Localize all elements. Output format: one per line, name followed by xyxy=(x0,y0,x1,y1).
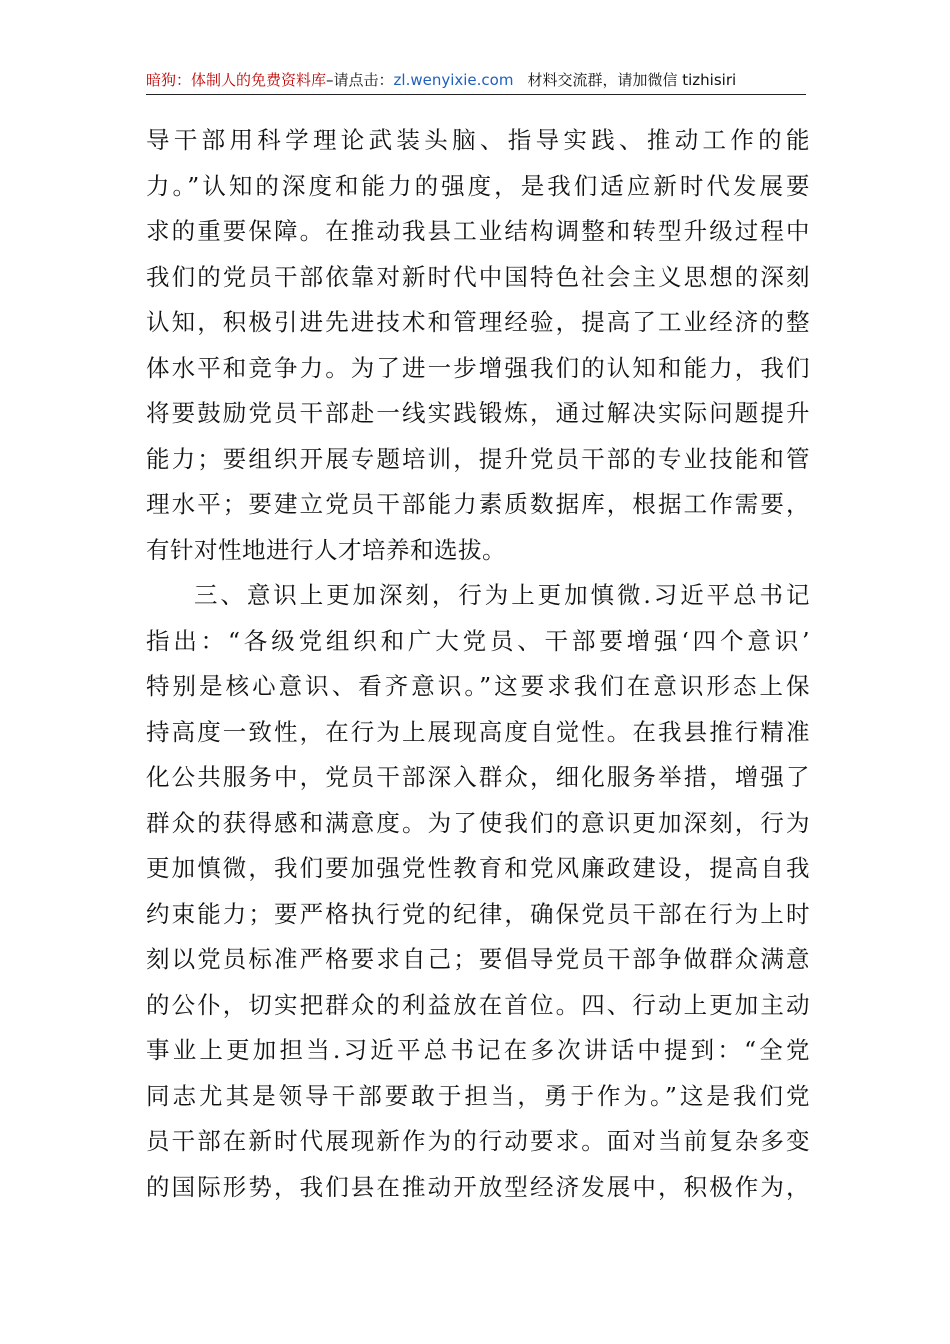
body-line: 事业上更加担当.习近平总书记在多次讲话中提到：“全党 xyxy=(146,1036,810,1064)
body-line: 能力；要组织开展专题培训，提升党员干部的专业技能和管 xyxy=(146,444,810,473)
header-brand: 暗狗：体制人的免费资料库 xyxy=(146,71,327,89)
body-line: 导干部用科学理论武装头脑、指导实践、推动工作的能 xyxy=(146,126,810,154)
body-line: 持高度一致性，在行为上展现高度自觉性。在我县推行精准 xyxy=(146,717,810,746)
header-url-link[interactable]: zl.wenyixie.com xyxy=(393,71,514,89)
document-body xyxy=(146,118,810,1210)
body-line: 求的重要保障。在推动我县工业结构调整和转型升级过程中 xyxy=(146,217,810,245)
body-line: 理水平；要建立党员干部能力素质数据库，根据工作需要， xyxy=(146,490,810,518)
body-line: 将要鼓励党员干部赴一线实践锻炼，通过解决实际问题提升 xyxy=(146,399,810,427)
body-line: 特别是核心意识、看齐意识。”这要求我们在意识形态上保 xyxy=(146,672,810,700)
body-line: 我们的党员干部依靠对新时代中国特色社会主义思想的深刻 xyxy=(146,262,810,291)
body-line: 员干部在新时代展现新作为的行动要求。面对当前复杂多变 xyxy=(146,1127,810,1155)
body-line: 群众的获得感和满意度。为了使我们的意识更加深刻，行为 xyxy=(146,808,810,837)
body-line: 的公仆，切实把群众的利益放在首位。四、行动上更加主动 xyxy=(146,990,810,1019)
body-line: 化公共服务中，党员干部深入群众，细化服务举措，增强了 xyxy=(146,763,810,791)
body-line: 指出：“各级党组织和广大党员、干部要增强‘四个意识’ xyxy=(146,626,810,655)
body-line: 力。”认知的深度和能力的强度，是我们适应新时代发展要 xyxy=(146,171,810,200)
body-line: 约束能力；要严格执行党的纪律，确保党员干部在行为上时 xyxy=(146,899,810,928)
page-header xyxy=(146,66,806,95)
body-line: 同志尤其是领导干部要敢于担当，勇于作为。”这是我们党 xyxy=(146,1081,810,1110)
body-line: 更加慎微，我们要加强党性教育和党风廉政建设，提高自我 xyxy=(146,854,810,882)
body-line: 刻以党员标准严格要求自己；要倡导党员干部争做群众满意 xyxy=(146,945,810,973)
body-line: 的国际形势，我们县在推动开放型经济发展中，积极作为， xyxy=(146,1172,810,1201)
header-cta: –请点击： xyxy=(326,71,394,89)
body-line: 体水平和竞争力。为了进一步增强我们的认知和能力，我们 xyxy=(146,353,810,382)
header-wechat-note: 材料交流群，请加微信 tizhisiri xyxy=(527,71,737,89)
body-line: 认知，积极引进先进技术和管理经验，提高了工业经济的整 xyxy=(146,308,810,336)
body-line: 有针对性地进行人才培养和选拔。 xyxy=(146,535,506,564)
section-heading-line: 三、意识上更加深刻，行为上更加慎微.习近平总书记 xyxy=(194,581,810,609)
